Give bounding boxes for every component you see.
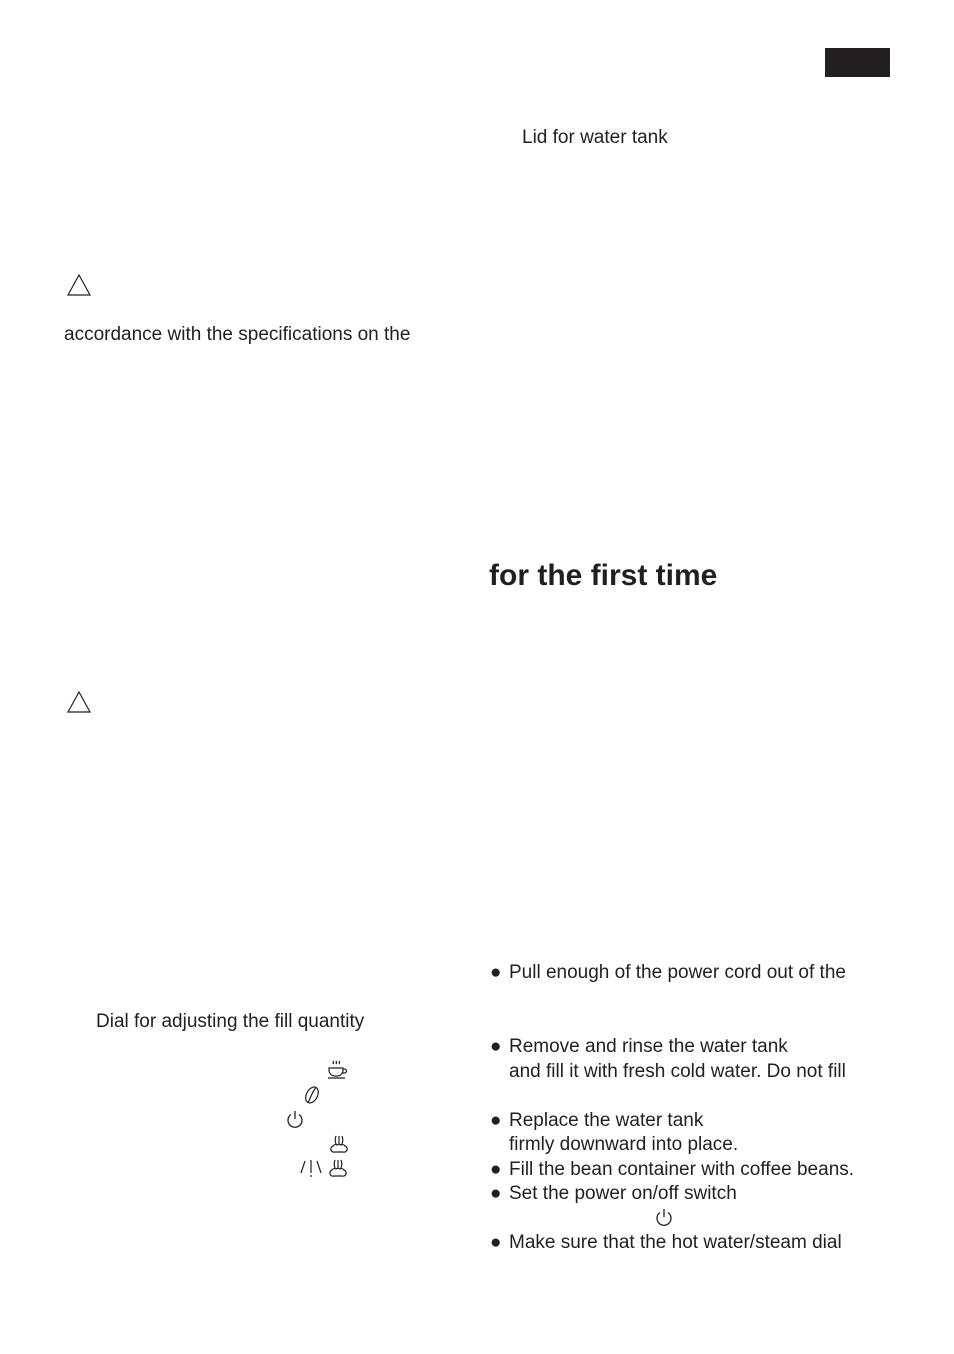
coffee-cup-icon <box>326 1059 348 1081</box>
step-text: Replace the water tank <box>509 1110 704 1131</box>
step-bullet: ● <box>490 1110 502 1131</box>
step-bullet: ● <box>490 1183 502 1204</box>
hot-water-steam-icon <box>299 1157 355 1179</box>
power-icon <box>284 1109 306 1131</box>
step-bullet: ● <box>490 1232 502 1253</box>
dial-label: Dial for adjusting the fill quantity <box>96 1011 365 1032</box>
step-text-continued: firmly downward into place. <box>509 1134 739 1155</box>
language-tab <box>825 48 890 77</box>
warning-triangle-icon <box>66 690 94 716</box>
specs-line: accordance with the specifications on the <box>64 324 411 345</box>
lid-label: Lid for water tank <box>522 127 668 148</box>
power-icon <box>653 1207 675 1229</box>
step-bullet: ● <box>490 962 502 983</box>
step-text: Set the power on/off switch <box>509 1183 737 1204</box>
section-heading: for the first time <box>489 559 718 592</box>
step-text: Make sure that the hot water/steam dial <box>509 1232 842 1253</box>
step-bullet: ● <box>490 1036 502 1057</box>
step-bullet: ● <box>490 1159 502 1180</box>
step-text: Pull enough of the power cord out of the <box>509 962 846 983</box>
step-text-continued: and fill it with fresh cold water. Do not fill <box>509 1061 846 1082</box>
warning-triangle-icon <box>66 273 94 299</box>
step-text: Remove and rinse the water tank <box>509 1036 788 1057</box>
coffee-bean-icon <box>301 1084 323 1106</box>
steam-icon <box>327 1133 349 1155</box>
step-text: Fill the bean container with coffee beans. <box>509 1159 855 1180</box>
